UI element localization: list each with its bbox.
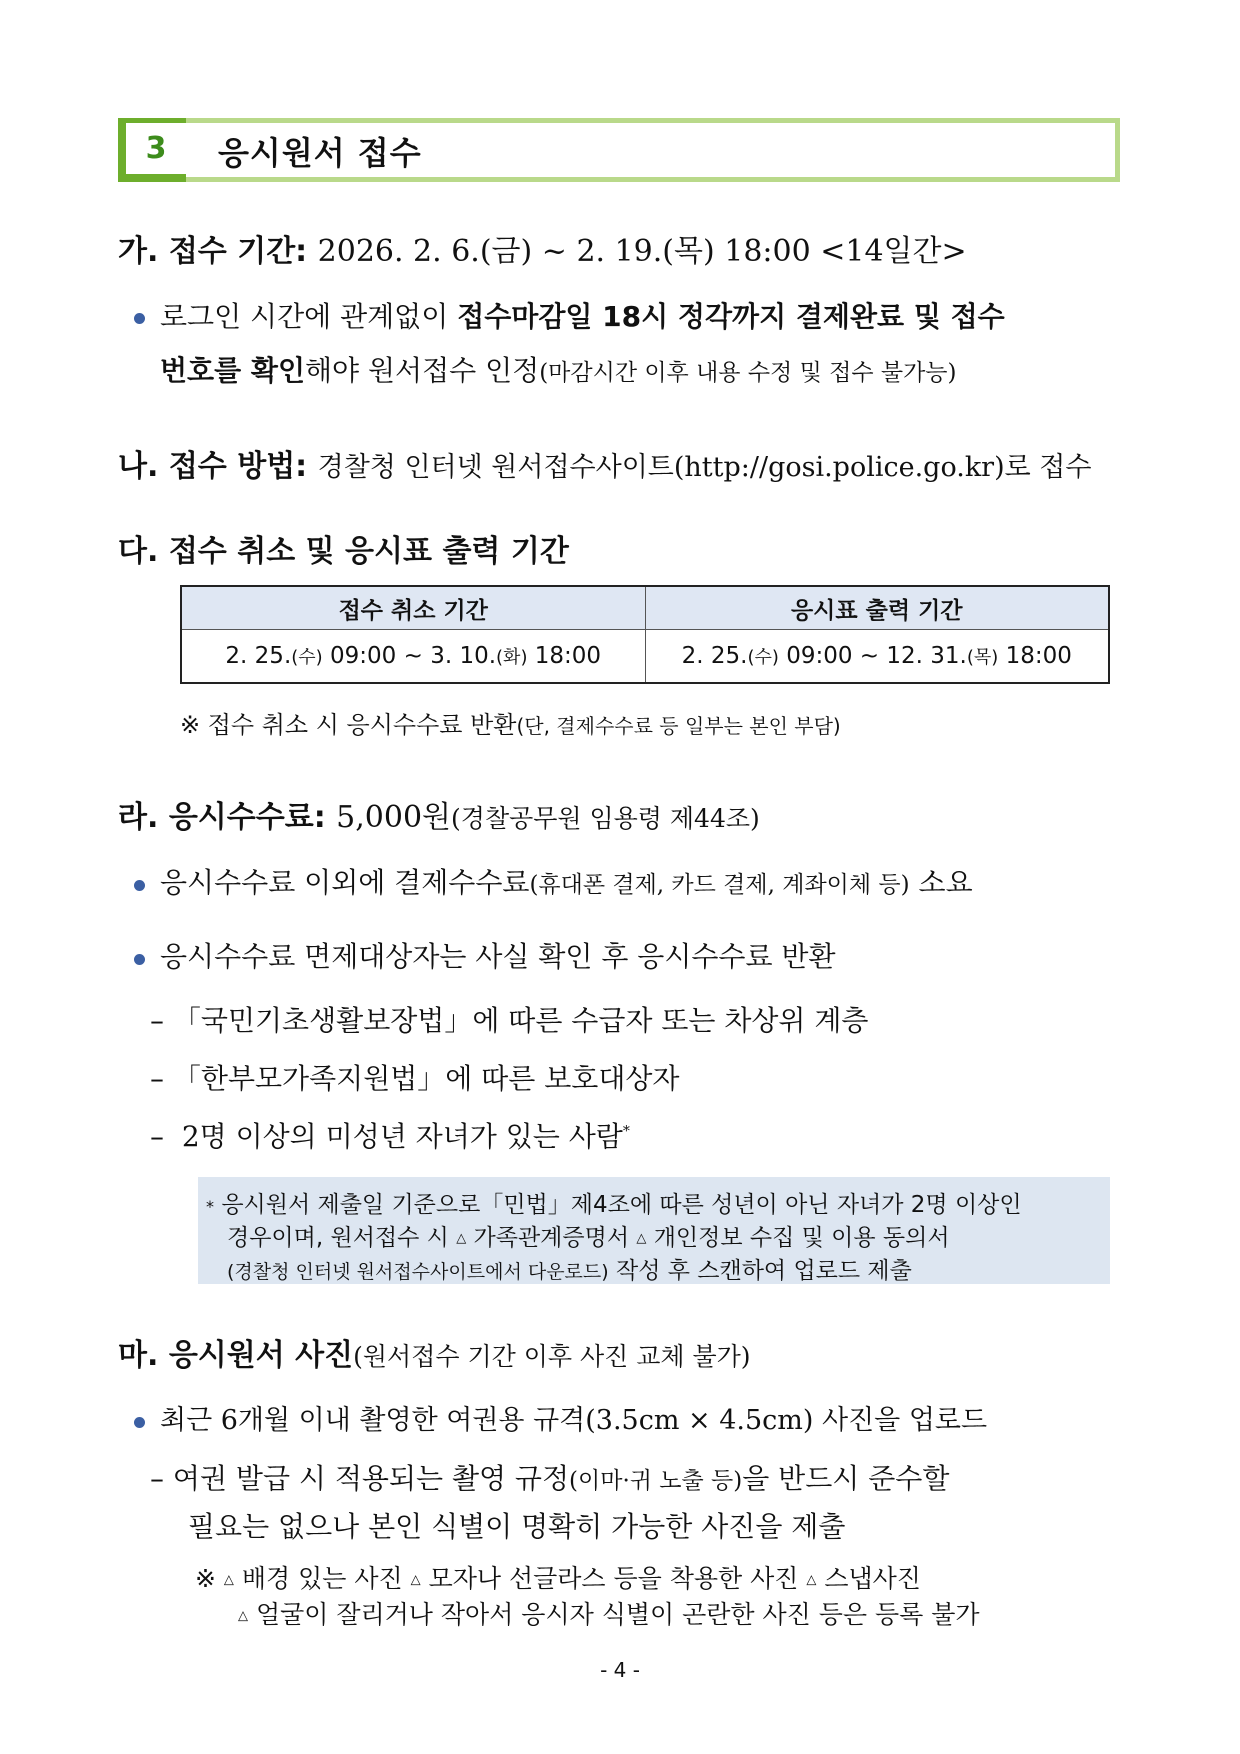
ga-bullet-small: (마감시간 이후 내용 수정 및 접수 불가능) (539, 360, 957, 386)
heading-ga-value: 2026. 2. 6.(금) ~ 2. 19.(목) 18:00 <14일간> (317, 234, 967, 269)
period-table (180, 585, 1110, 684)
triangle-icon: △ (410, 1572, 421, 1588)
heading-ma-label: 마. 응시원서 사진 (118, 1338, 354, 1373)
bullet-dot (134, 880, 145, 891)
ga-bullet-text2: 해야 원서접수 인정 (305, 354, 540, 387)
cell-print-period: 2. 25.(수) 09:00 ~ 12. 31.(목) 18:00 (645, 630, 1109, 684)
triangle-icon: △ (456, 1231, 467, 1246)
triangle-icon: △ (806, 1572, 817, 1588)
heading-ra-value: 5,000원 (336, 800, 452, 835)
ma-bullet1: 최근 6개월 이내 촬영한 여권용 규격(3.5cm × 4.5cm) 사진을 업로드 (160, 1405, 988, 1436)
ra-note-line1: * 응시원서 제출일 기준으로「민법」제4조에 따른 성년이 아닌 자녀가 2명 이상인 (206, 1192, 1022, 1218)
heading-ga (118, 226, 967, 270)
ga-bullet-line1 (160, 300, 1005, 333)
ra-bullet1: 응시수수료 이외에 결제수수료(휴대폰 결제, 카드 결제, 계좌이체 등) 소요 (160, 866, 973, 899)
heading-ra-ref: (경찰공무원 임용령 제44조) (451, 804, 760, 833)
ra-dash3: – 2명 이상의 미성년 자녀가 있는 사람* (150, 1120, 630, 1153)
heading-ma-ref: (원서접수 기간 이후 사진 교체 불가) (353, 1342, 751, 1371)
da-note (180, 713, 841, 737)
heading-na-value: 경찰청 인터넷 원서접수사이트(http://gosi.police.go.kr)로 접수 (317, 452, 1092, 483)
page-number: - 4 - (600, 1658, 640, 1682)
table-header-print: 응시표 출력 기간 (645, 586, 1109, 630)
table-header-cancel: 접수 취소 기간 (181, 586, 645, 630)
ra-note-line2: 경우이며, 원서접수 시 △ 가족관계증명서 △ 개인정보 수집 및 이용 동의서 (227, 1225, 950, 1251)
cell-cancel-period: 2. 25.(수) 09:00 ~ 3. 10.(화) 18:00 (181, 630, 645, 684)
heading-ra-label: 라. 응시수수료: (118, 800, 326, 835)
ga-bullet-text: 로그인 시간에 관계없이 (160, 300, 458, 333)
bullet-dot (134, 313, 145, 324)
triangle-icon: △ (223, 1572, 234, 1588)
heading-ma (118, 1330, 751, 1374)
heading-ga-label: 가. 접수 기간: (118, 234, 308, 269)
triangle-icon: △ (636, 1231, 647, 1246)
triangle-icon: △ (238, 1608, 248, 1624)
ma-note-line1: ※ △ 배경 있는 사진 △ 모자나 선글라스 등을 착용한 사진 △ 스냅사진 (195, 1564, 921, 1593)
ra-dash1: – 「국민기초생활보장법」에 따른 수급자 또는 차상위 계층 (150, 1004, 869, 1037)
bullet-dot (134, 954, 145, 965)
table-header-row (181, 586, 1109, 630)
ga-bullet-bold2: 번호를 확인 (160, 354, 305, 387)
da-note-small: (단, 결제수수료 등 일부는 본인 부담) (516, 714, 841, 738)
ga-bullet-line2 (160, 354, 957, 387)
da-note-main: ※ 접수 취소 시 응시수수료 반환 (180, 711, 517, 739)
ma-dash1: – 여권 발급 시 적용되는 촬영 규정(이마·귀 노출 등)을 반드시 준수할 (150, 1462, 950, 1495)
heading-na-label: 나. 접수 방법: (118, 449, 308, 484)
heading-ra (118, 792, 760, 836)
ga-bullet-bold: 접수마감일 18시 정각까지 결제완료 및 접수 (457, 300, 1005, 333)
ra-dash2: – 「한부모가족지원법」에 따른 보호대상자 (150, 1062, 680, 1095)
section-title: 응시원서 접수 (218, 134, 422, 172)
ra-note-line3: (경찰청 인터넷 원서접수사이트에서 다운로드) 작성 후 스캔하여 업로드 제출 (227, 1258, 912, 1284)
ma-note-line2: △ 얼굴이 잘리거나 작아서 응시자 식별이 곤란한 사진 등은 등록 불가 (238, 1600, 980, 1629)
table-row (181, 630, 1109, 684)
heading-na (118, 441, 1091, 485)
bullet-dot (134, 1417, 145, 1428)
heading-da: 다. 접수 취소 및 응시표 출력 기간 (118, 534, 569, 569)
ra-bullet2: 응시수수료 면제대상자는 사실 확인 후 응시수수료 반환 (160, 940, 836, 973)
ma-dash1-line2: 필요는 없으나 본인 식별이 명확히 가능한 사진을 제출 (188, 1510, 846, 1543)
section-number: 3 (118, 118, 186, 182)
